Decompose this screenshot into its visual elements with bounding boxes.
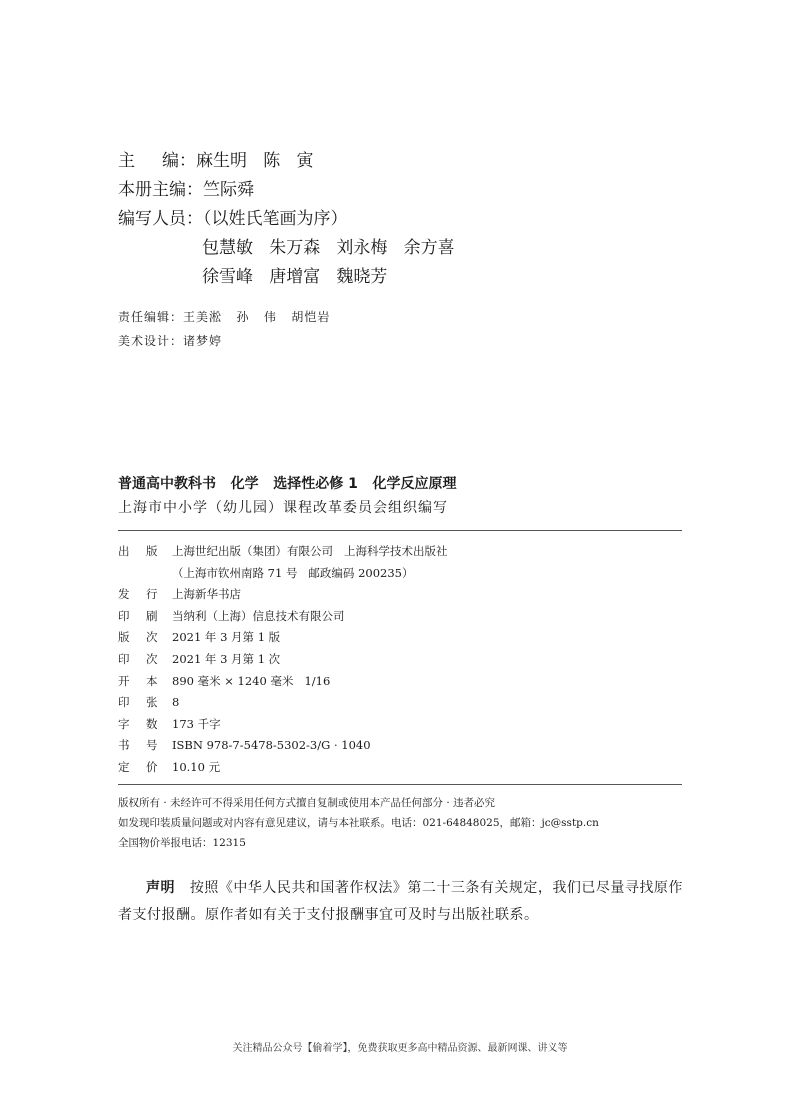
info-label-char: 张 <box>146 695 158 710</box>
book-title: 普通高中教科书 化学 选择性必修 1 化学反应原理 <box>118 476 457 492</box>
info-label <box>118 759 172 775</box>
footer-promo: 关注精品公众号【偷着学】，免费获取更多高中精品资源、最新网课、讲义等 <box>232 1043 568 1054</box>
info-label-char: 次 <box>146 652 158 666</box>
divider-bottom <box>118 784 682 785</box>
publication-info-row <box>118 651 280 667</box>
info-label-char: 数 <box>146 716 158 731</box>
writers-row-1: 包慧敏 朱万森 刘永梅 余方喜 <box>202 238 455 258</box>
info-label-char: 发 <box>118 587 130 602</box>
info-value: 8 <box>172 695 180 710</box>
volume-editor-name: 竺际舜 <box>203 180 254 200</box>
statement-text: 按照《中华人民共和国著作权法》第二十三条有关规定，我们已尽量寻找原作者支付报酬。原作者如有关于支付报酬事宜可及时与出版社联系。 <box>118 880 683 923</box>
chief-editor-line <box>118 146 313 171</box>
volume-editor-line <box>118 175 254 200</box>
info-label <box>118 608 172 624</box>
publication-info-row <box>118 737 371 753</box>
quality-notice: 如发现印装质量问题或对内容有意见建议，请与本社联系。电话：021-64848025，邮箱：jc@sstp.cn <box>118 817 599 829</box>
info-value: 2021 年 3 月第 1 版 <box>172 630 281 645</box>
volume-editor-label: 本册主编： <box>118 180 203 200</box>
publication-info-row <box>118 608 345 624</box>
info-label <box>118 566 172 580</box>
writers-line <box>118 204 348 229</box>
info-label-char: 行 <box>146 587 158 602</box>
compiling-organization: 上海市中小学（幼儿园）课程改革委员会组织编写 <box>118 500 448 516</box>
info-label-char: 书 <box>118 738 130 753</box>
publication-info-row <box>118 586 241 602</box>
chief-editor-names: 麻生明 陈 寅 <box>196 151 314 171</box>
copyright-notice: 版权所有 · 未经许可不得采用任何方式擅自复制或使用本产品任何部分 · 违者必究 <box>118 797 496 809</box>
info-label <box>118 586 172 602</box>
info-label-char: 字 <box>118 716 130 731</box>
info-value: 10.10 元 <box>172 760 221 774</box>
responsible-editors: 责任编辑：王美淞 孙 伟 胡恺岩 <box>118 310 331 324</box>
info-label-char: 印 <box>118 608 130 623</box>
statement-heading: 声明 <box>146 880 175 896</box>
chief-editor-label: 主 编： <box>118 151 197 171</box>
info-label-char: 版 <box>146 544 158 558</box>
price-report-notice: 全国物价举报电话：12315 <box>118 837 246 849</box>
info-value: 2021 年 3 月第 1 次 <box>172 652 281 666</box>
publication-info-row <box>118 565 413 581</box>
info-label-char: 出 <box>118 544 130 558</box>
info-label <box>118 694 172 710</box>
info-label-char: 刷 <box>146 608 158 623</box>
info-value: 890 毫米 × 1240 毫米 1/16 <box>172 673 331 688</box>
publication-info-row <box>118 759 220 775</box>
info-value: 上海新华书店 <box>172 587 241 602</box>
statement <box>118 875 684 929</box>
info-label-char: 印 <box>118 695 130 710</box>
info-label-char: 本 <box>146 673 158 688</box>
info-label <box>118 543 172 559</box>
info-label <box>118 716 172 732</box>
writers-note: （以姓氏笔画为序） <box>203 209 348 229</box>
info-value: 当纳利（上海）信息技术有限公司 <box>172 608 345 623</box>
publication-info-row <box>118 543 447 559</box>
info-value: 173 千字 <box>172 716 221 731</box>
art-design: 美术设计：诸梦婷 <box>118 334 223 348</box>
info-label <box>118 651 172 667</box>
info-label-char: 开 <box>118 673 130 688</box>
publication-info-row <box>118 629 280 645</box>
publication-info-row <box>118 694 179 710</box>
publication-info-row <box>118 716 221 732</box>
info-label-char: 号 <box>146 738 158 753</box>
info-value: ISBN 978-7-5478-5302-3/G · 1040 <box>172 738 371 753</box>
info-label <box>118 673 172 689</box>
publication-info-row <box>118 673 330 689</box>
writers-row-2: 徐雪峰 唐增富 魏晓芳 <box>202 267 388 287</box>
writers-label: 编写人员： <box>118 209 203 229</box>
info-label-char: 价 <box>146 760 158 774</box>
info-label <box>118 629 172 645</box>
info-label-char: 版 <box>118 630 130 645</box>
info-value: 上海世纪出版（集团）有限公司 上海科学技术出版社 <box>172 544 448 558</box>
divider-top <box>118 530 682 531</box>
info-label <box>118 737 172 753</box>
info-label-char: 次 <box>146 630 158 645</box>
info-label-char: 印 <box>118 652 130 666</box>
info-label-char: 定 <box>118 760 130 774</box>
info-value: （上海市钦州南路 71 号 邮政编码 200235） <box>172 565 414 580</box>
